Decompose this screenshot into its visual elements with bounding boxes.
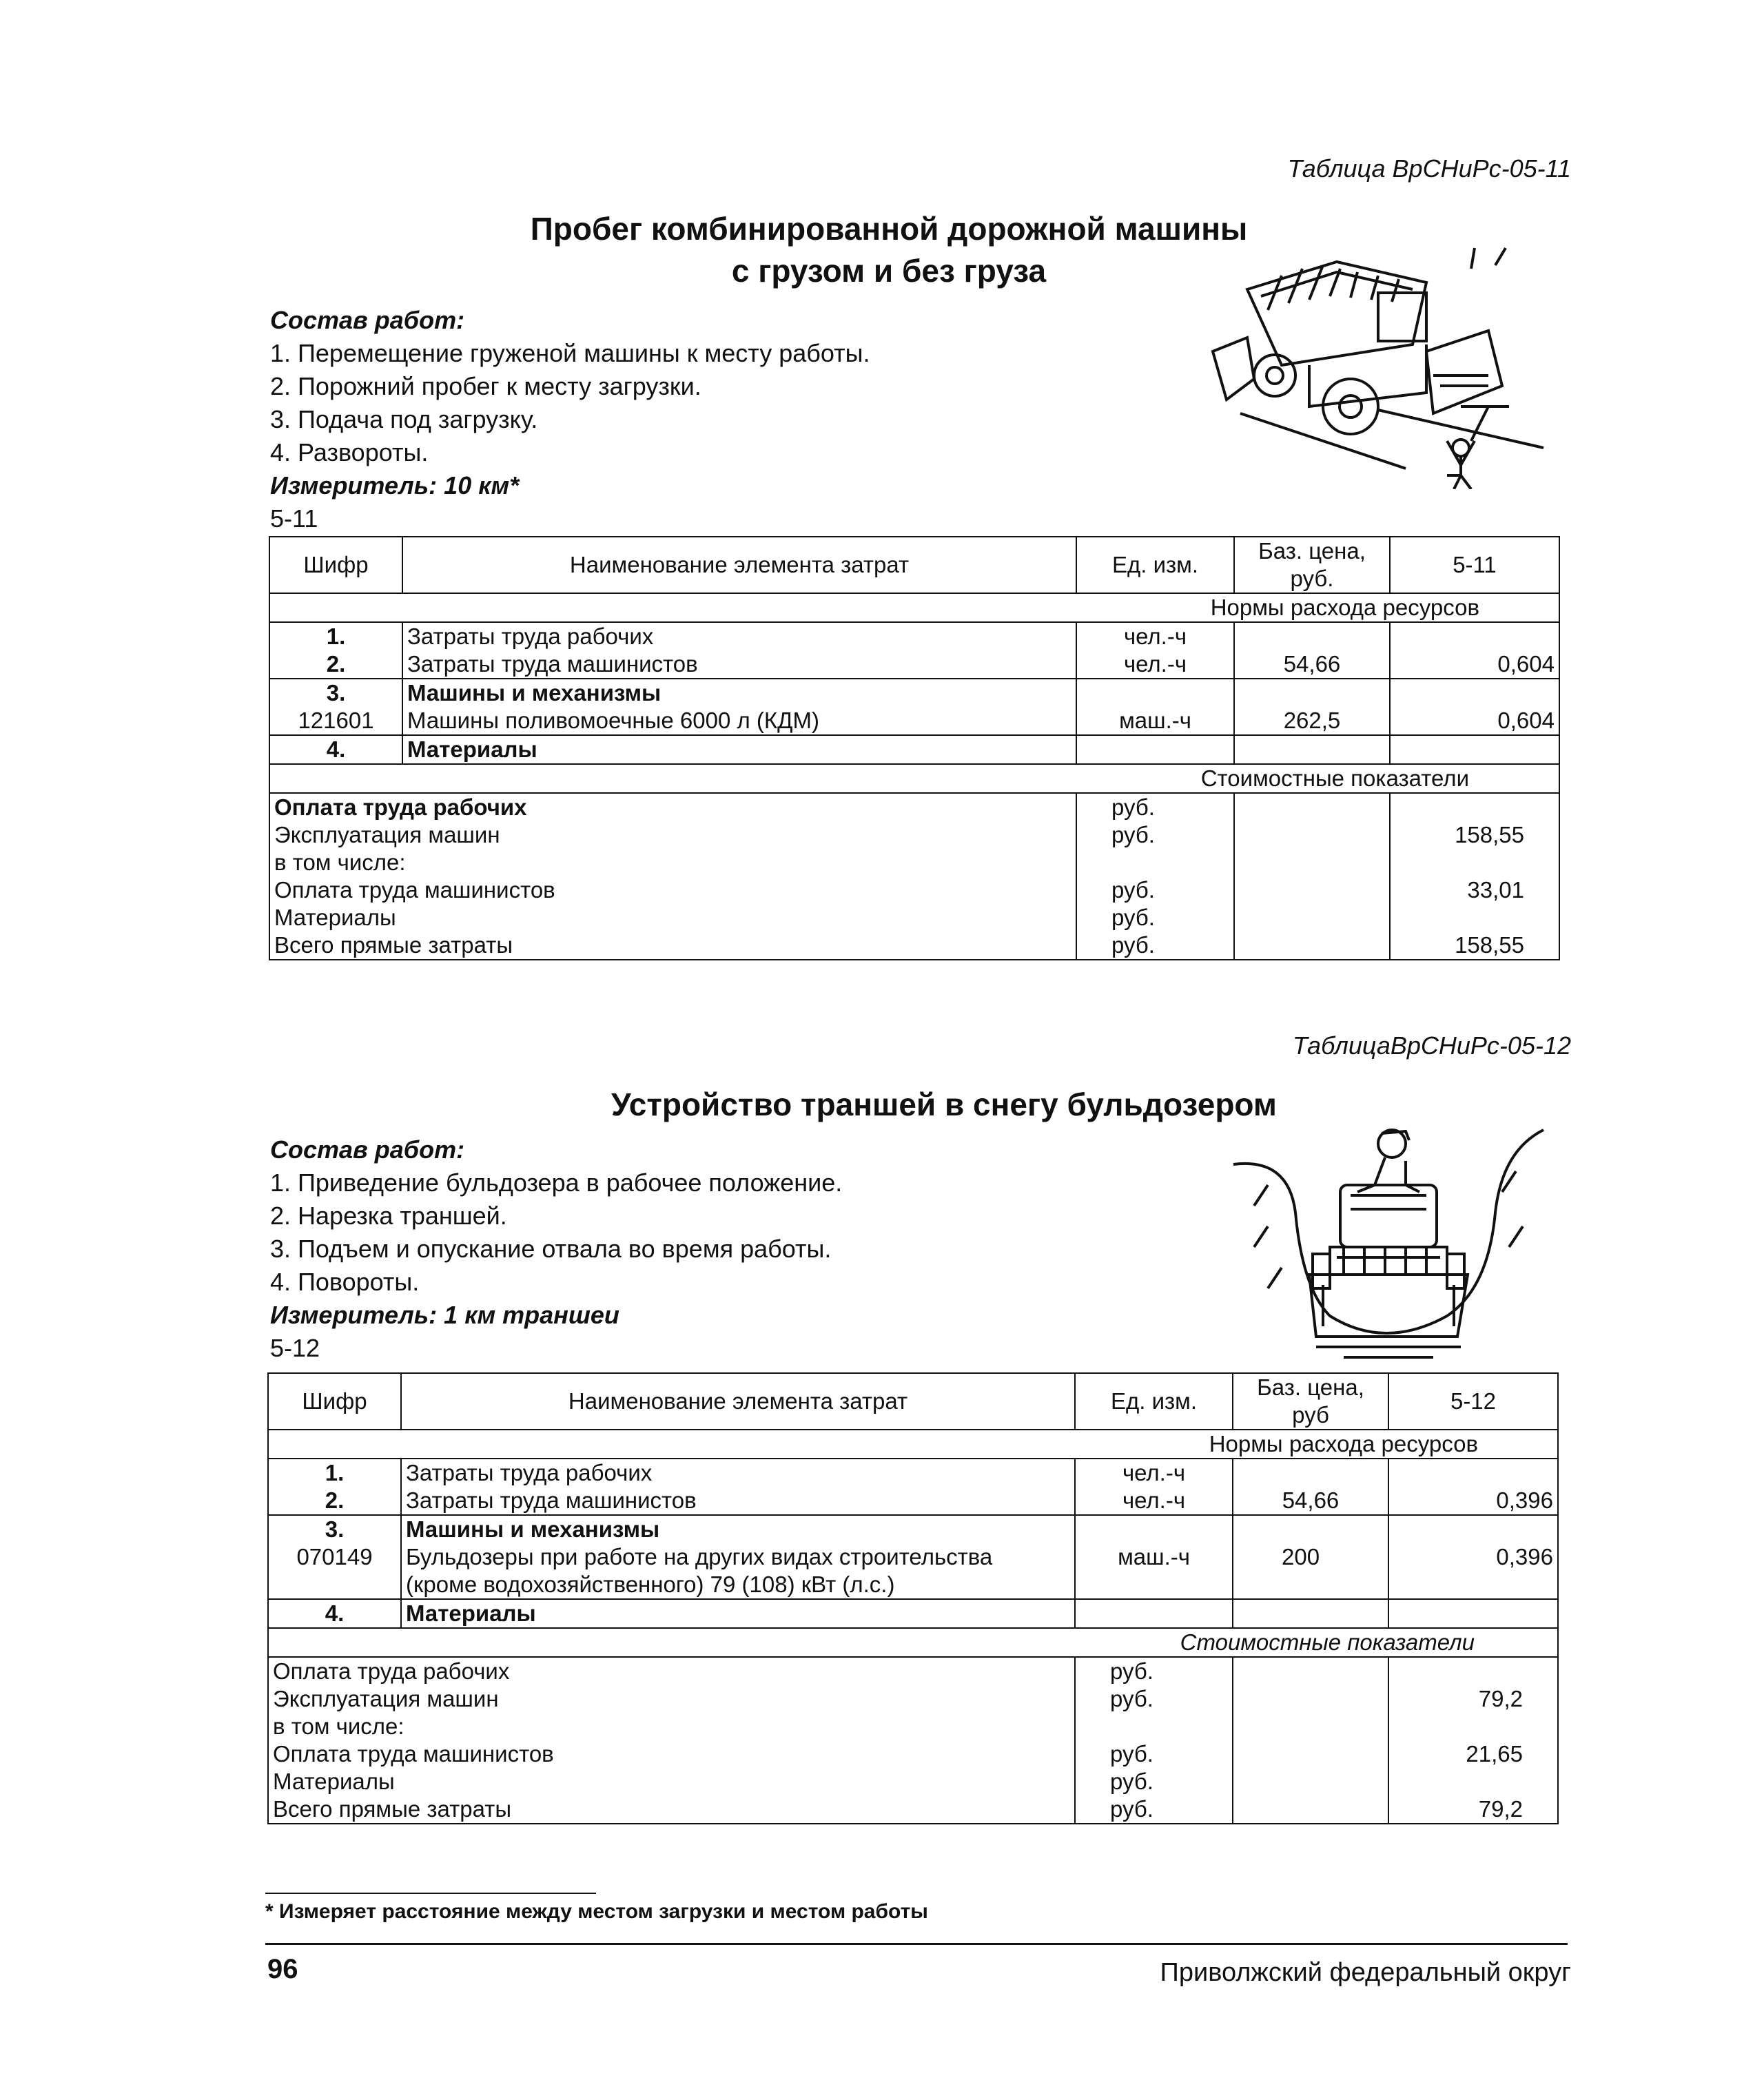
row-value: 0,604 (1390, 650, 1559, 679)
section-title-2: Устройство траншей в снегу бульдозером (611, 1087, 1277, 1122)
cost-value (1395, 849, 1524, 876)
cost-unit: руб. (1111, 794, 1155, 820)
meter-1: Измеритель: 10 км* (270, 471, 520, 500)
footnote: * Измеряет расстояние между местом загрузки и местом работы (265, 1900, 928, 1923)
road-machine-illustration (1199, 234, 1557, 489)
cost-value (1395, 904, 1524, 931)
cost-unit: руб. (1111, 932, 1155, 958)
cost-value: 21,65 (1466, 1741, 1523, 1767)
cost-names (269, 793, 1076, 960)
table-row-machines (268, 1515, 1558, 1599)
region-name: Приволжский федеральный округ (1160, 1958, 1571, 1987)
row-price: 54,66 (1234, 650, 1390, 679)
cost-unit: руб. (1111, 877, 1155, 903)
cost-name: Всего прямые затраты (274, 932, 513, 958)
cost-label-row (269, 764, 1559, 793)
norms-row (268, 1430, 1558, 1459)
machines-code: 070149 (296, 1544, 373, 1569)
cost-name: Материалы (273, 1769, 395, 1794)
row-price: 54,66 (1233, 1487, 1388, 1515)
table-label-2: ТаблицаВрСНиРс-05-12 (1292, 1031, 1571, 1060)
header-cipher: Шифр (269, 537, 402, 593)
cost-block (269, 793, 1559, 960)
row-unit: чел.-ч (1076, 650, 1234, 679)
cost-table-2 (267, 1372, 1559, 1824)
header-col: 5-12 (1388, 1373, 1558, 1430)
row-unit: чел.-ч (1075, 1487, 1233, 1515)
row-value (1390, 622, 1559, 650)
cost-table-1 (269, 536, 1560, 960)
work-heading-2: Состав работ: (270, 1135, 465, 1164)
cost-label: Стоимостные показатели (268, 1628, 1558, 1657)
cost-value (1393, 1768, 1523, 1795)
cost-values (1390, 793, 1559, 960)
work-item: 4. Развороты. (270, 438, 429, 466)
table-row (268, 1487, 1558, 1515)
cost-unit (1110, 1713, 1228, 1740)
norms-row (269, 593, 1559, 622)
cost-unit: руб. (1110, 1769, 1153, 1794)
machines-value: 0,604 (1390, 679, 1559, 735)
cost-value: 158,55 (1455, 822, 1524, 847)
cost-value (1393, 1658, 1523, 1685)
header-name: Наименование элемента затрат (401, 1373, 1075, 1430)
cost-unit: руб. (1111, 822, 1155, 847)
machines-unit: маш.-ч (1076, 679, 1234, 735)
materials-title: Материалы (402, 735, 1076, 764)
norms-label: Нормы расхода ресурсов (268, 1430, 1558, 1459)
row-num: 1. (268, 1459, 401, 1487)
cost-unit: руб. (1110, 1658, 1153, 1684)
cost-value: 33,01 (1467, 877, 1524, 903)
header-name: Наименование элемента затрат (402, 537, 1076, 593)
cost-value: 158,55 (1455, 932, 1524, 958)
row-value (1388, 1459, 1558, 1487)
cost-name: Эксплуатация машин (273, 1686, 499, 1711)
work-item: 2. Порожний пробег к месту загрузки. (270, 372, 701, 400)
table-row (269, 650, 1559, 679)
cost-name: Материалы (274, 905, 396, 930)
cost-unit (1111, 849, 1229, 876)
table-row-materials (269, 735, 1559, 764)
machines-num: 3. (326, 680, 346, 706)
table-header-row (268, 1373, 1558, 1430)
row-num: 1. (269, 622, 402, 650)
meter-2: Измеритель: 1 км траншеи (270, 1301, 619, 1329)
work-item: 1. Приведение бульдозера в рабочее положение. (270, 1168, 843, 1197)
row-name: Затраты труда рабочих (402, 622, 1076, 650)
cost-name: Оплата труда рабочих (274, 794, 527, 820)
machines-name: Машины поливомоечные 6000 л (КДМ) (407, 708, 819, 733)
row-num: 2. (269, 650, 402, 679)
machines-code: 121601 (298, 708, 374, 733)
machines-value: 0,396 (1388, 1515, 1558, 1599)
cost-names (268, 1657, 1075, 1824)
cost-name: Эксплуатация машин (274, 822, 500, 847)
bulldozer-illustration (1227, 1109, 1557, 1364)
cost-name: Оплата труда рабочих (273, 1658, 510, 1684)
machines-name-cell (402, 679, 1076, 735)
row-name: Затраты труда машинистов (402, 650, 1076, 679)
header-price: Баз. цена, руб (1233, 1373, 1388, 1430)
cost-label: Стоимостные показатели (269, 764, 1559, 793)
header-cipher: Шифр (268, 1373, 401, 1430)
cost-unit: руб. (1110, 1686, 1153, 1711)
materials-num: 4. (269, 735, 402, 764)
machines-unit: маш.-ч (1075, 1515, 1233, 1599)
cost-unit: руб. (1111, 905, 1155, 930)
row-price (1233, 1459, 1388, 1487)
row-num: 2. (268, 1487, 401, 1515)
cost-price-empty (1233, 1657, 1388, 1824)
header-col: 5-11 (1390, 537, 1559, 593)
machines-name-2: (кроме водохозяйственного) 79 (108) кВт (л.с.) (406, 1572, 895, 1597)
work-item: 2. Нарезка траншей. (270, 1202, 507, 1230)
machines-title: Машины и механизмы (407, 680, 662, 706)
code-2: 5-12 (270, 1334, 320, 1362)
section-title-1-line2: с грузом и без груза (731, 253, 1047, 289)
work-item: 3. Подача под загрузку. (270, 405, 538, 433)
cost-name: Всего прямые затраты (273, 1796, 512, 1822)
footer-rule (265, 1943, 1568, 1945)
machines-price: 200 (1233, 1515, 1388, 1599)
materials-num: 4. (268, 1599, 401, 1628)
machines-name: Бульдозеры при работе на других видах строительства (406, 1544, 993, 1569)
cost-block (268, 1657, 1558, 1824)
work-item: 4. Повороты. (270, 1268, 420, 1296)
cost-value: 79,2 (1478, 1796, 1523, 1822)
cost-name: Оплата труда машинистов (273, 1741, 554, 1767)
table-header-row (269, 537, 1559, 593)
header-price: Баз. цена, руб. (1234, 537, 1390, 593)
code-1: 5-11 (270, 504, 318, 533)
cost-name: Оплата труда машинистов (274, 877, 555, 903)
machines-name-cell (401, 1515, 1075, 1599)
table-label-1: Таблица ВрСНиРс-05-11 (1287, 154, 1571, 183)
header-unit: Ед. изм. (1075, 1373, 1233, 1430)
cost-values (1388, 1657, 1558, 1824)
cost-name: в том числе: (273, 1713, 404, 1739)
header-unit: Ед. изм. (1076, 537, 1234, 593)
cost-name: в том числе: (274, 849, 406, 875)
cost-value (1393, 1713, 1523, 1740)
cost-unit: руб. (1110, 1796, 1153, 1822)
cost-unit: руб. (1110, 1741, 1153, 1767)
row-unit: чел.-ч (1075, 1459, 1233, 1487)
row-name: Затраты труда рабочих (401, 1459, 1075, 1487)
machines-title: Машины и механизмы (406, 1516, 660, 1542)
cost-value (1395, 794, 1524, 821)
section-title-1-line1: Пробег комбинированной дорожной машины (530, 211, 1248, 247)
work-heading-1: Состав работ: (270, 306, 465, 334)
machines-price: 262,5 (1234, 679, 1390, 735)
table-row-machines (269, 679, 1559, 735)
row-name: Затраты труда машинистов (401, 1487, 1075, 1515)
row-price (1234, 622, 1390, 650)
cost-value: 79,2 (1478, 1686, 1523, 1711)
footnote-divider (265, 1893, 596, 1894)
row-unit: чел.-ч (1076, 622, 1234, 650)
machines-num: 3. (325, 1516, 345, 1542)
page-number: 96 (267, 1954, 298, 1984)
table-row-materials (268, 1599, 1558, 1628)
cost-label-row (268, 1628, 1558, 1657)
machines-num-cell (269, 679, 402, 735)
table-row (268, 1459, 1558, 1487)
materials-title: Материалы (401, 1599, 1075, 1628)
norms-label: Нормы расхода ресурсов (269, 593, 1559, 622)
table-row (269, 622, 1559, 650)
work-item: 1. Перемещение груженой машины к месту работы. (270, 339, 870, 367)
cost-units (1075, 1657, 1233, 1824)
cost-price-empty (1234, 793, 1390, 960)
work-item: 3. Подъем и опускание отвала во время работы. (270, 1235, 832, 1263)
machines-num-cell (268, 1515, 401, 1599)
row-value: 0,396 (1388, 1487, 1558, 1515)
cost-units (1076, 793, 1234, 960)
